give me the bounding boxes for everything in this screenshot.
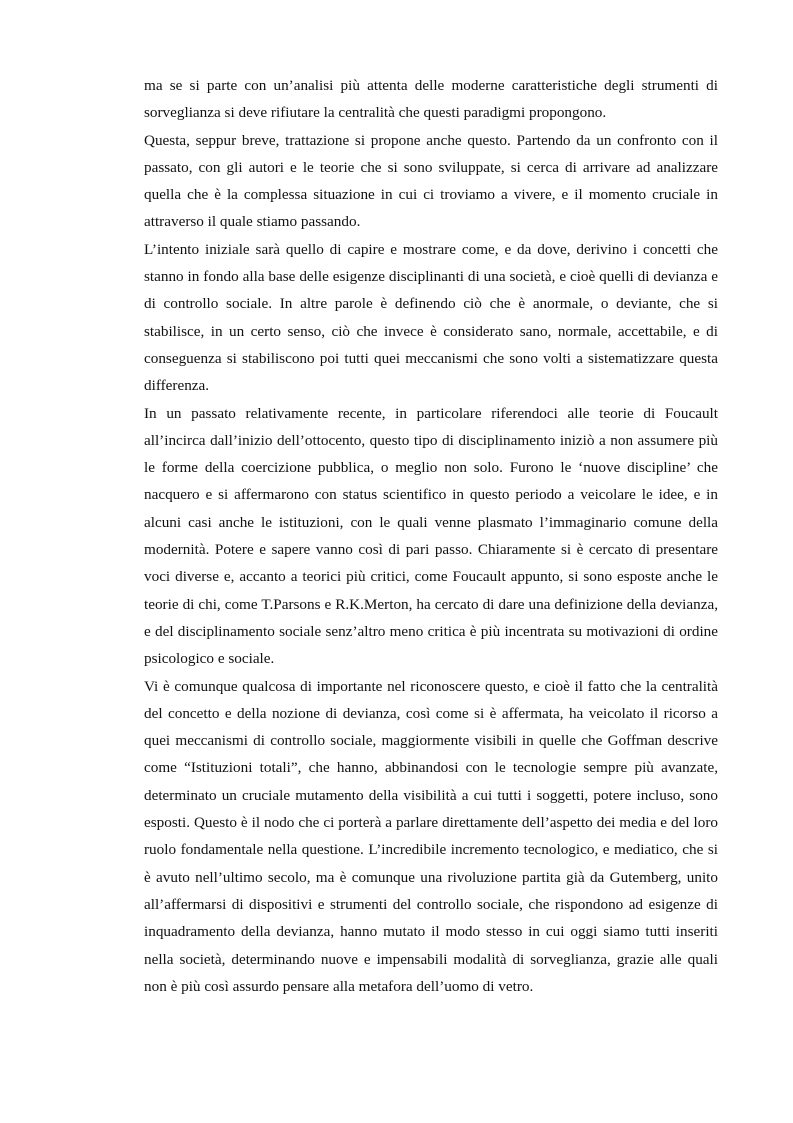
document-body [144,72,718,1000]
paragraph-2: Questa, seppur breve, trattazione si propone anche questo. Partendo da un confronto con il passato, con gli autori e le teorie che si sono sviluppate, si cerca di arrivare ad analizzare quella che è la complessa situazione in cui ci troviamo a vivere, e il momento cruciale in attraverso il quale stiamo passando. [144,131,718,231]
paragraph-5: Vi è comunque qualcosa di importante nel riconoscere questo, e cioè il fatto che la centralità del concetto e della nozione di devianza, così come si è affermata, ha veicolato il ricorso a quei meccanismi di controllo sociale, maggiormente visibili in quelle che Goffman descrive come “Istituzioni totali”, che hanno, abbinandosi con le tecnologie sempre più avanzate, determinato un cruciale mutamento della visibilità a cui tutti i soggetti, potere incluso, sono esposti. Questo è il nodo che ci porterà a parlare direttamente dell’aspetto dei media e del loro ruolo fondamentale nella questione. L’incredibile incremento tecnologico, e mediatico, che si è avuto nell’ultimo secolo, ma è comunque una rivoluzione partita già da Gutemberg, unito all’affermarsi di dispositivi e strumenti del controllo sociale, che rispondono ad esigenze di inquadramento della devianza, hanno mutato il modo stesso in cui oggi siamo tutti inseriti nella società, determinando nuove e impensabili modalità di sorveglianza, grazie alle quali non è più così assurdo pensare alla metafora dell’uomo di vetro. [144,677,718,995]
paragraph-3: L’intento iniziale sarà quello di capire e mostrare come, e da dove, derivino i concetti che stanno in fondo alla base delle esigenze disciplinanti di una società, e cioè quelli di devianza e di controllo sociale. In altre parole è definendo ciò che è anormale, o deviante, che si stabilisce, in un certo senso, ciò che invece è considerato sano, normale, accettabile, e di conseguenza si stabiliscono poi tutti quei meccanismi che sono volti a sistematizzare questa differenza. [144,240,718,395]
paragraph-4: In un passato relativamente recente, in particolare riferendoci alle teorie di Foucault all’incirca dall’inizio dell’ottocento, questo tipo di disciplinamento iniziò a non assumere più le forme della coercizione pubblica, o meglio non solo. Furono le ‘nuove discipline’ che nacquero e si affermarono con status scientifico in questo periodo a veicolare le idee, e in alcuni casi anche le istituzioni, con le quali venne plasmato l’immaginario comune della modernità. Potere e sapere vanno così di pari passo. Chiaramente si è cercato di presentare voci diverse e, accanto a teorici più critici, come Foucault appunto, si sono esposte anche le teorie di chi, come T.Parsons e R.K.Merton, ha cercato di dare una definizione della devianza, e del disciplinamento sociale senz’altro meno critica è più incentrata su motivazioni di ordine psicologico e sociale. [144,404,718,668]
paragraph-1: ma se si parte con un’analisi più attenta delle moderne caratteristiche degli strumenti di sorveglianza si deve rifiutare la centralità che questi paradigmi propongono. [144,77,718,122]
